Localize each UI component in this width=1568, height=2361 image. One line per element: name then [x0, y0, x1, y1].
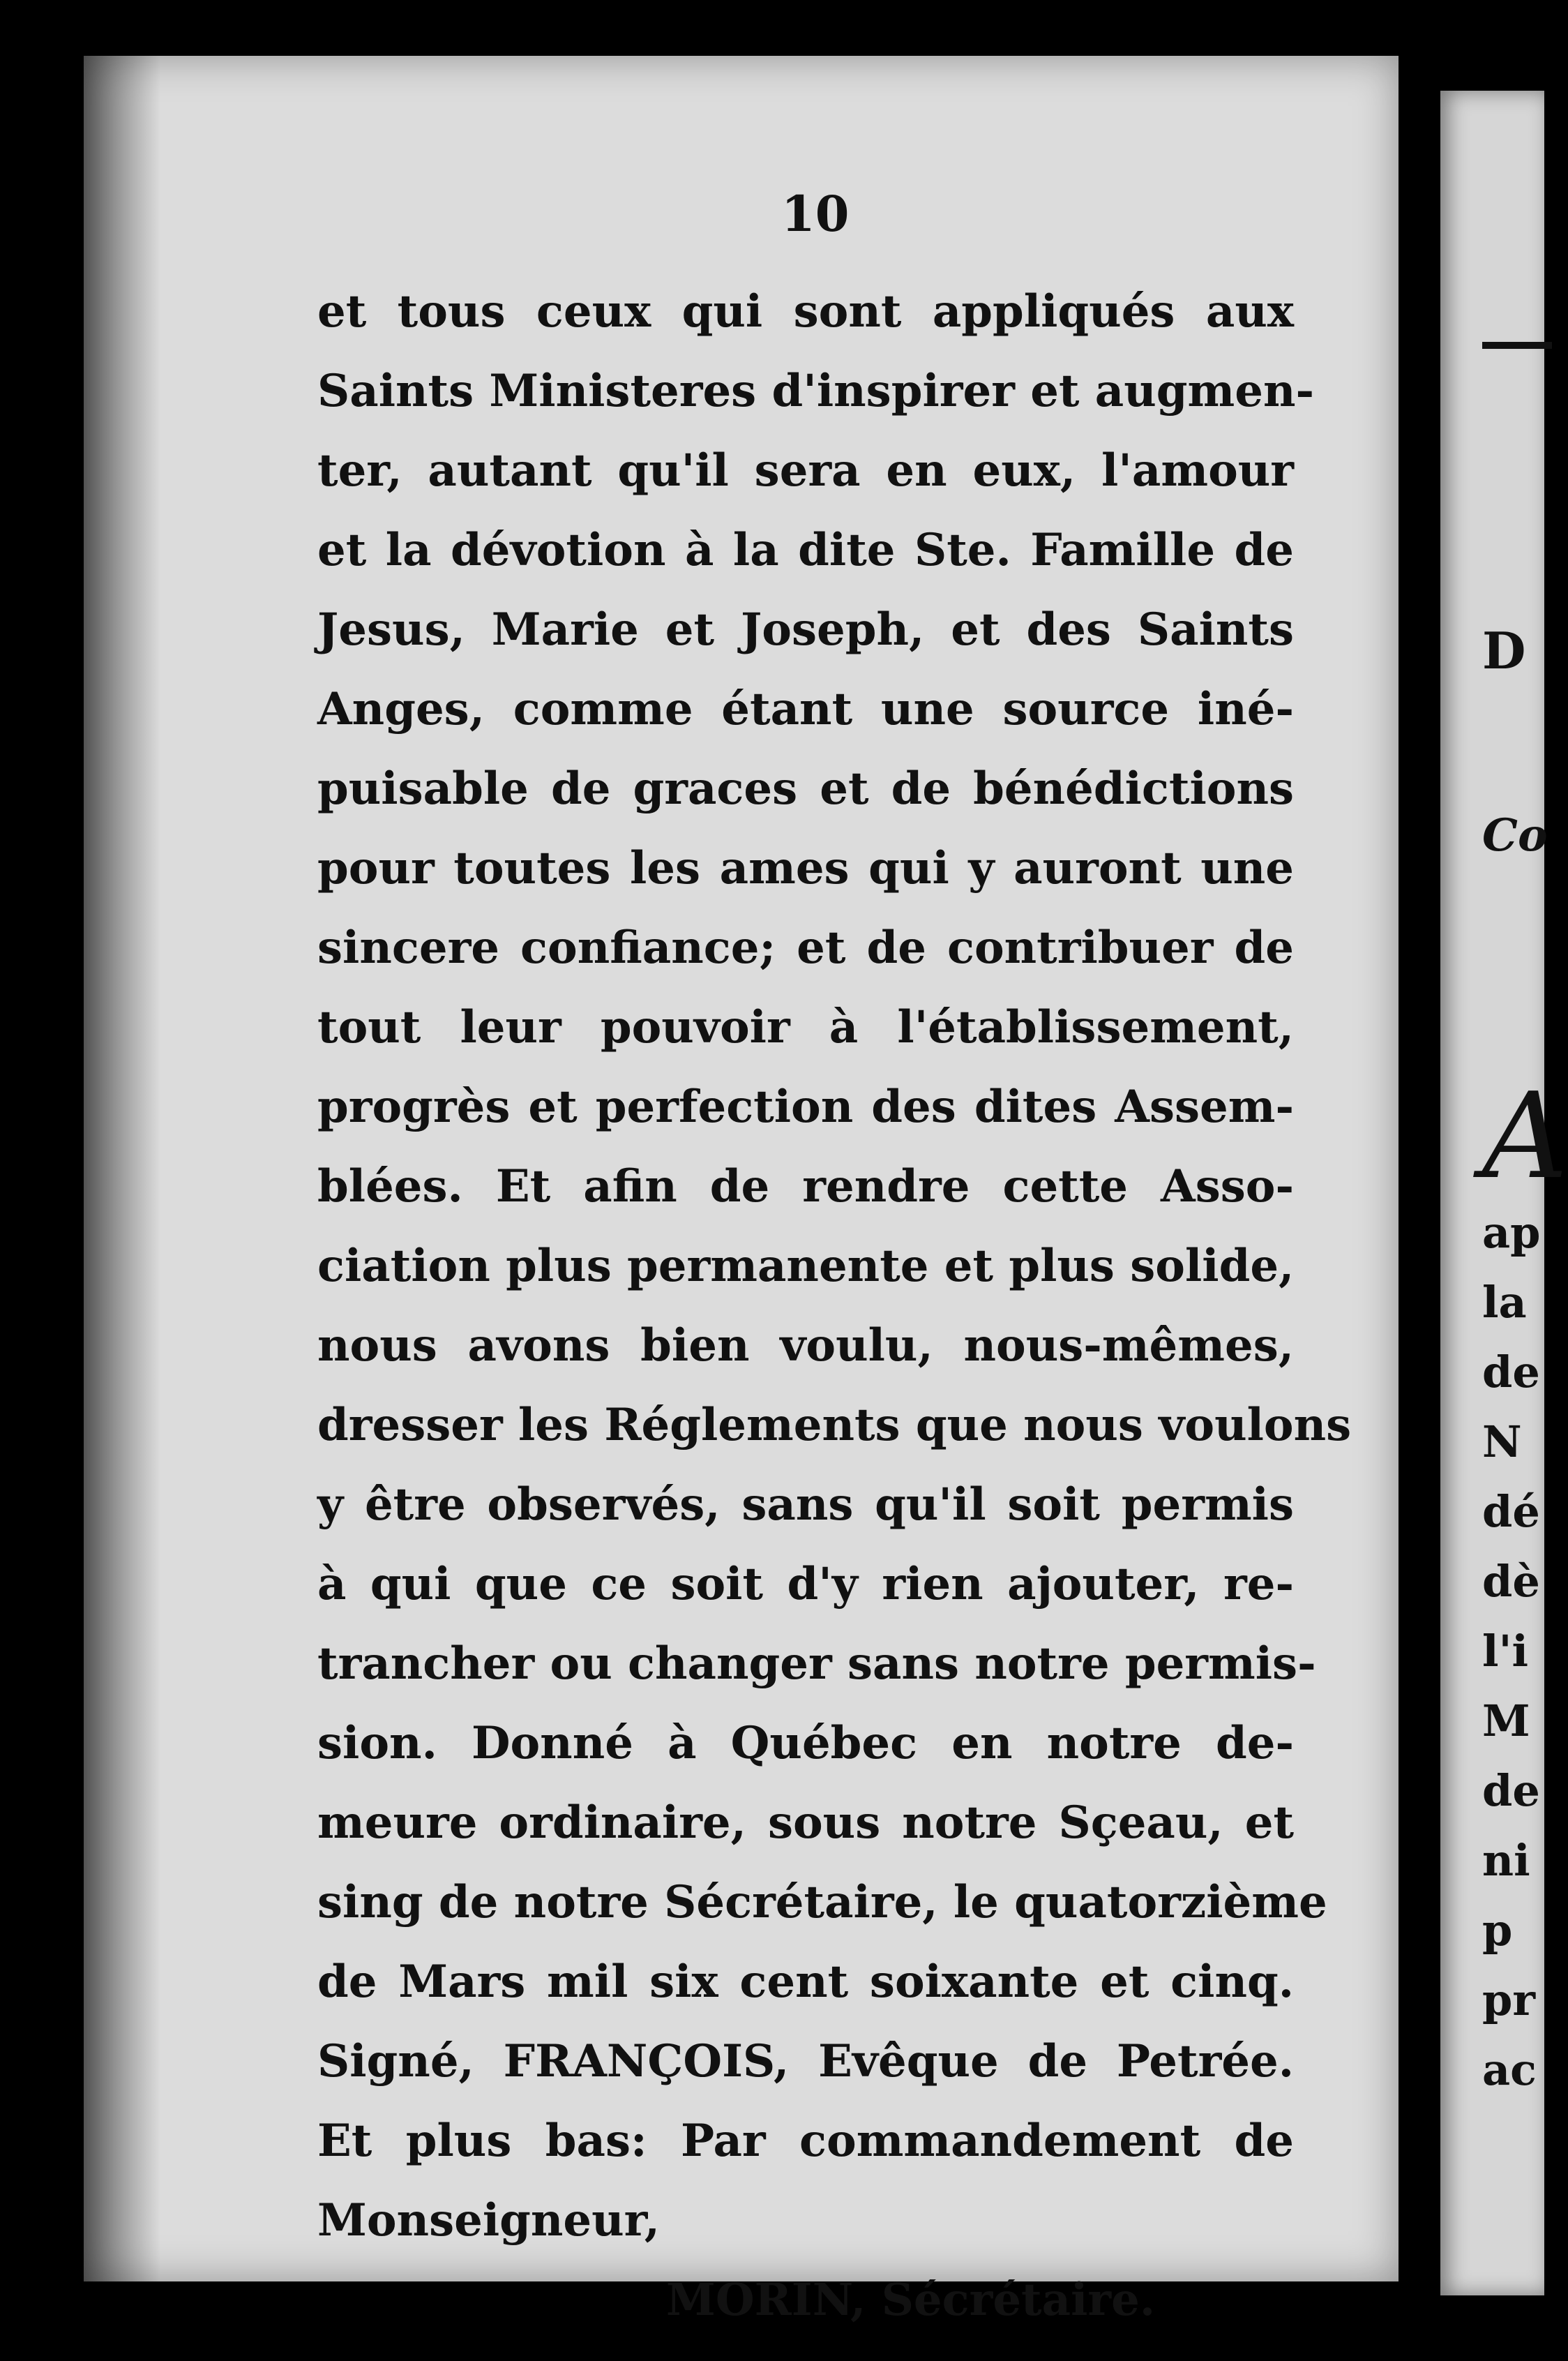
text-line: nous avons bien voulu, nous-mêmes,	[317, 1319, 1294, 1372]
right-page-fragment: l'i	[1482, 1626, 1529, 1677]
text-line: tout leur pouvoir à l'établissement,	[317, 1001, 1294, 1054]
gutter-shadow	[84, 56, 160, 2281]
text-line: y être observés, sans qu'il soit permis	[317, 1478, 1294, 1531]
text-line: et tous ceux qui sont appliqués aux	[317, 285, 1294, 338]
text-line: Signé, FRANÇOIS, Evêque de Petrée.	[317, 2035, 1294, 2088]
page-number: 10	[781, 185, 850, 243]
right-page	[1440, 91, 1568, 2295]
right-page-fragment: Co	[1482, 809, 1548, 862]
text-line: trancher ou changer sans notre permis-	[317, 1637, 1316, 1690]
right-page-fragment: ap	[1482, 1207, 1541, 1258]
text-line: meure ordinaire, sous notre Sçeau, et	[317, 1797, 1294, 1849]
right-page-fragment: dé	[1482, 1486, 1540, 1537]
right-page-fragment: N	[1482, 1416, 1522, 1467]
text-line: sing de notre Sécrétaire, le quatorzième	[317, 1876, 1327, 1928]
right-page-fragment: A	[1482, 1067, 1568, 1206]
body-text	[317, 272, 1352, 2340]
right-page-fragment: de	[1482, 1347, 1540, 1397]
text-line: ter, autant qu'il sera en eux, l'amour	[317, 444, 1294, 497]
right-page-fragment: de	[1482, 1765, 1540, 1816]
text-line: puisable de graces et de bénédictions	[317, 763, 1294, 815]
text-line: sincere confiance; et de contribuer de	[317, 922, 1294, 974]
text-line: Jesus, Marie et Joseph, et des Saints	[317, 604, 1294, 656]
right-page-fragment: dè	[1482, 1556, 1540, 1607]
right-page-fragment: ac	[1482, 2044, 1537, 2095]
right-page-fragment: D	[1482, 621, 1526, 680]
right-page-fragment: la	[1482, 1277, 1527, 1328]
rule-divider	[1482, 342, 1552, 349]
right-page-fragment: ni	[1482, 1835, 1530, 1886]
text-line: Anges, comme étant une source iné-	[317, 683, 1294, 735]
text-line: Saints Ministeres d'inspirer et augmen-	[317, 365, 1315, 417]
right-page-fragment: pr	[1482, 1974, 1536, 2025]
text-line: de Mars mil six cent soixante et cinq.	[317, 1956, 1294, 2008]
signature-line: MORIN, Sécrétaire.	[666, 2274, 1156, 2326]
text-line: progrès et perfection des dites Assem-	[317, 1081, 1294, 1133]
text-line: pour toutes les ames qui y auront une	[317, 842, 1294, 894]
text-line: et la dévotion à la dite Ste. Famille de	[317, 524, 1294, 576]
text-line: Monseigneur,	[317, 2194, 660, 2247]
text-line: blées. Et afin de rendre cette Asso-	[317, 1160, 1294, 1213]
right-page-fragment: M	[1482, 1695, 1530, 1746]
right-page-fragment: p	[1482, 1905, 1513, 1956]
text-line: à qui que ce soit d'y rien ajouter, re-	[317, 1558, 1294, 1610]
text-line: sion. Donné à Québec en notre de-	[317, 1717, 1294, 1769]
text-line: ciation plus permanente et plus solide,	[317, 1240, 1295, 1292]
text-line: Et plus bas: Par commandement de	[317, 2115, 1294, 2167]
text-line: dresser les Réglements que nous voulons	[317, 1399, 1352, 1451]
